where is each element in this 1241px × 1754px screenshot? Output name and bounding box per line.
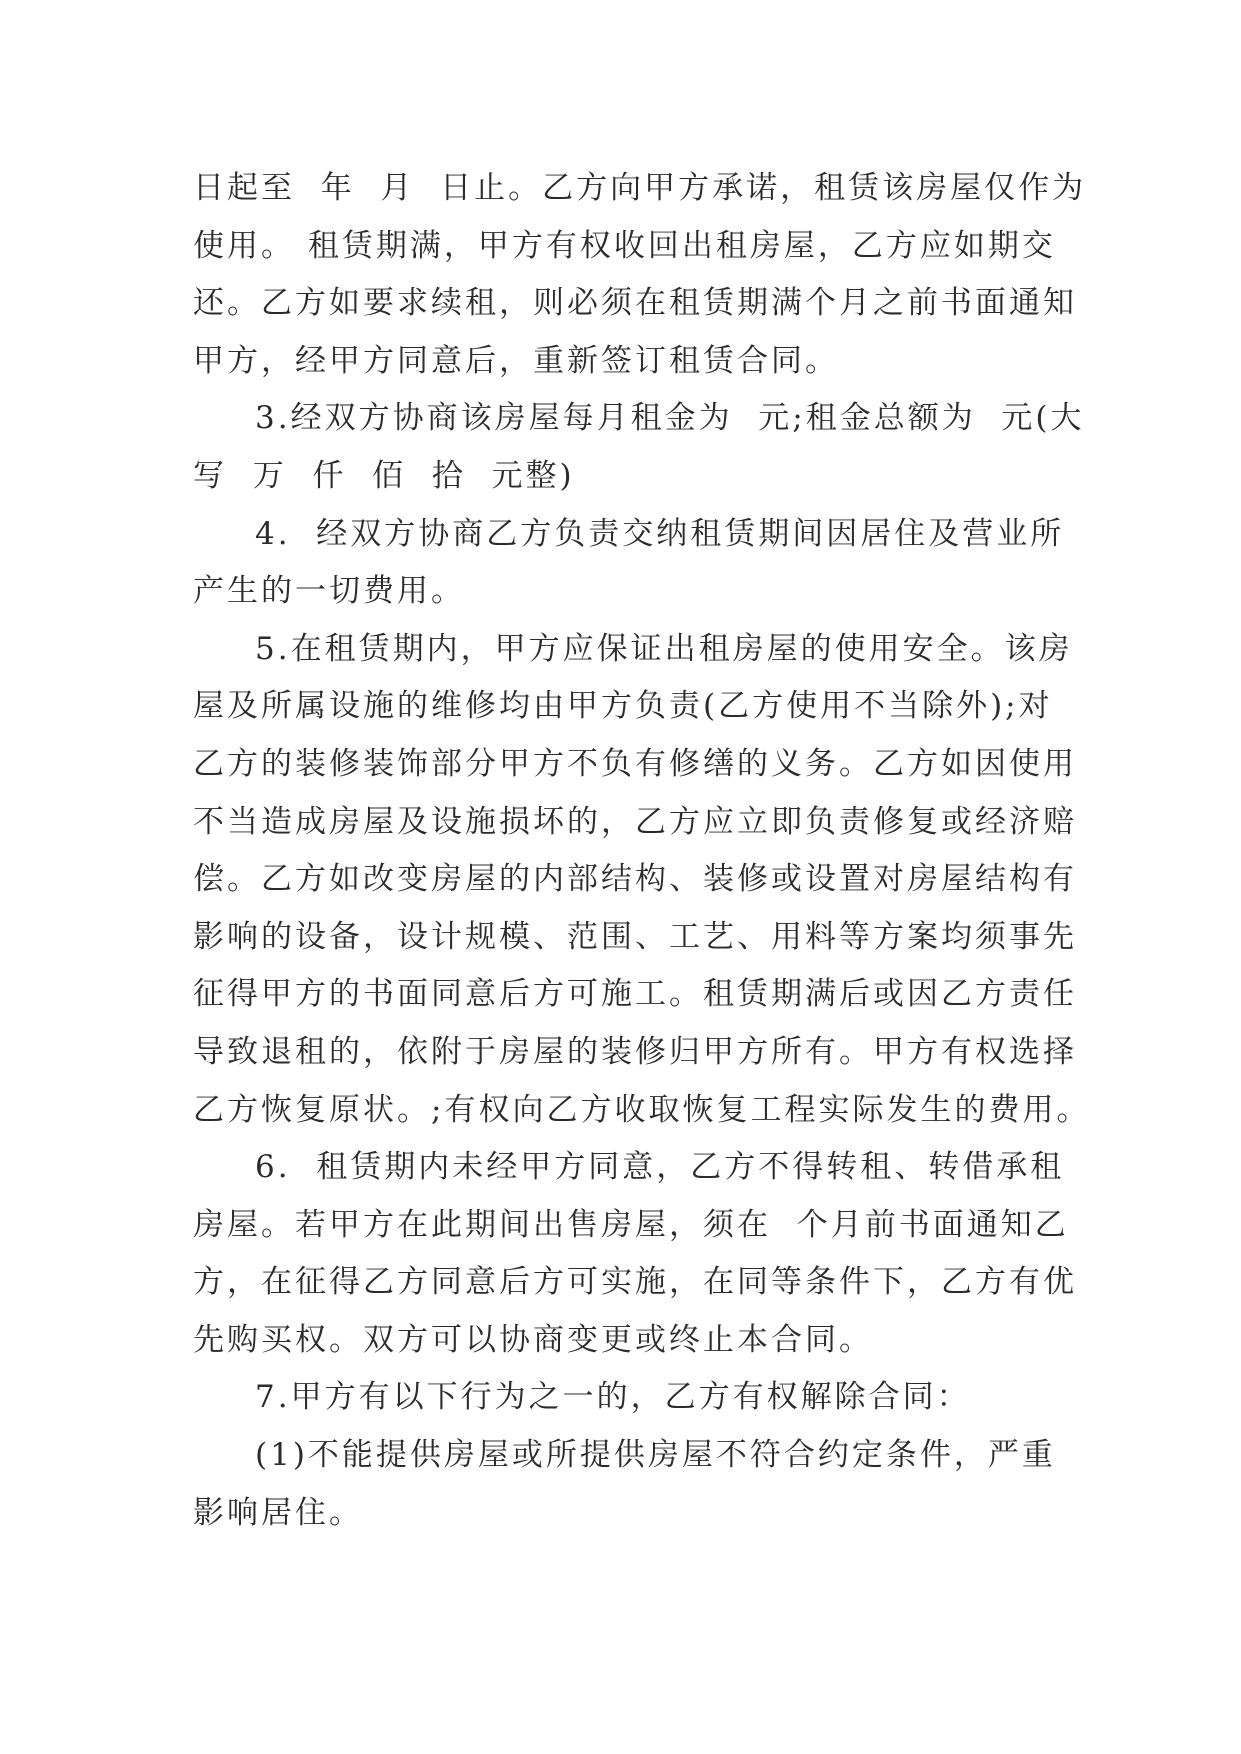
text-line: 4. 经双方协商乙方负责交纳租赁期间因居住及营业所 — [255, 515, 1065, 552]
text-line: 乙方的装修装饰部分甲方不负有修缮的义务。乙方如因使用 — [193, 745, 1077, 782]
text-line: 方，在征得乙方同意后方可实施，在同等条件下，乙方有优 — [193, 1264, 1077, 1301]
text-line: 甲方，经甲方同意后，重新签订租赁合同。 — [193, 342, 839, 379]
text-line: 房屋。若甲方在此期间出售房屋，须在 个月前书面通知乙 — [193, 1206, 1069, 1243]
text-line: 3.经双方协商该房屋每月租金为 元;租金总额为 元(大 — [255, 400, 1085, 437]
text-line: (1)不能提供房屋或所提供房屋不符合约定条件，严重 — [255, 1437, 1056, 1474]
text-line: 乙方恢复原状。;有权向乙方收取恢复工程实际发生的费用。 — [193, 1091, 1091, 1128]
text-line: 先购买权。双方可以协商变更或终止本合同。 — [193, 1321, 873, 1358]
text-line: 征得甲方的书面同意后方可施工。租赁期满后或因乙方责任 — [193, 976, 1077, 1013]
text-line: 5.在租赁期内，甲方应保证出租房屋的使用安全。该房 — [255, 630, 1073, 667]
text-line: 导致退租的，依附于房屋的装修归甲方所有。甲方有权选择 — [193, 1033, 1077, 1070]
text-line: 不当造成房屋及设施损坏的，乙方应立即负责修复或经济赔 — [193, 803, 1077, 840]
text-line: 写 万 仟 佰 拾 元整) — [193, 457, 575, 494]
text-line: 还。乙方如要求续租，则必须在租赁期满个月之前书面通知 — [193, 285, 1077, 322]
text-line: 偿。乙方如改变房屋的内部结构、装修或设置对房屋结构有 — [193, 861, 1077, 898]
text-line: 日起至 年 月 日止。乙方向甲方承诺，租赁该房屋仅作为 — [193, 170, 1087, 206]
text-line: 影响的设备，设计规模、范围、工艺、用料等方案均须事先 — [193, 918, 1077, 955]
text-line: 使用。 租赁期满，甲方有权收回出租房屋，乙方应如期交 — [193, 227, 1056, 264]
text-line: 7.甲方有以下行为之一的，乙方有权解除合同： — [255, 1379, 971, 1416]
text-line: 产生的一切费用。 — [193, 573, 465, 610]
contract-body — [193, 160, 1091, 1542]
text-line: 屋及所属设施的维修均由甲方负责(乙方使用不当除外);对 — [193, 688, 1053, 725]
text-line: 6. 租赁期内未经甲方同意，乙方不得转租、转借承租 — [255, 1149, 1065, 1186]
text-line: 影响居住。 — [193, 1494, 363, 1531]
